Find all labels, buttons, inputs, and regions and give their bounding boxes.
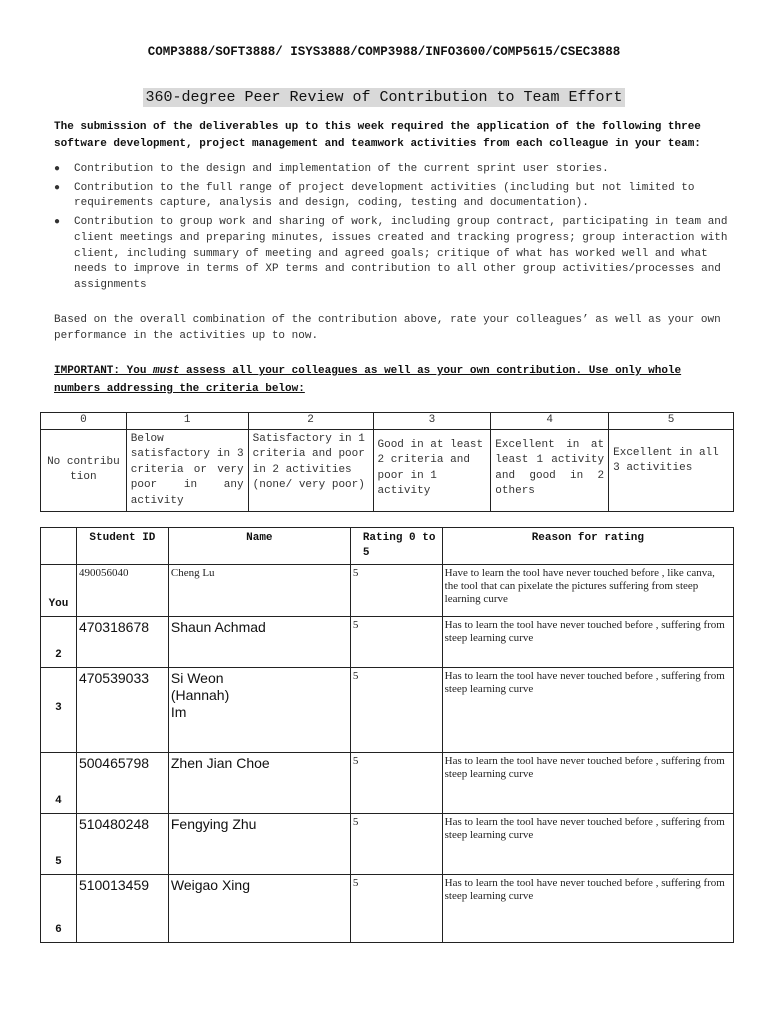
rating-field[interactable]: 5 xyxy=(350,875,442,943)
criteria-item: ● Contribution to group work and sharing of work, including group contract, participating in team and client meetings and preparing minutes, issues created and tracking progress; group interaction with client, including summary of meeting and agreed goals; critique of what has worked well and what needs to improve in terms of XP terms and contribution to all other group activities/processes and assignments xyxy=(54,216,728,291)
row-number: 4 xyxy=(41,753,77,814)
header-student-id: Student ID xyxy=(76,528,168,565)
rating-scale-table xyxy=(40,412,734,512)
title-wrap xyxy=(0,88,768,107)
student-id-field[interactable]: 510013459 xyxy=(76,875,168,943)
header-name: Name xyxy=(168,528,350,565)
scale-description: No contribution xyxy=(41,429,127,512)
peer-review-table xyxy=(40,527,734,943)
rating-field[interactable]: 5 xyxy=(350,565,442,617)
important-notice: IMPORTANT: You must assess all your colleagues as well as your own contribution. Use only whole numbers addressing the criteria below: xyxy=(54,365,682,395)
student-id-field[interactable]: 470318678 xyxy=(76,617,168,668)
student-id-field[interactable]: 470539033 xyxy=(76,668,168,753)
name-field[interactable]: Si Weon (Hannah) Im xyxy=(168,668,350,753)
scale-number: 1 xyxy=(126,413,248,430)
emphasis-must: must xyxy=(153,365,180,377)
table-row xyxy=(41,668,734,753)
student-id-field[interactable]: 510480248 xyxy=(76,814,168,875)
instructions-paragraph: Based on the overall combination of the contribution above, rate your colleagues’ as well as your own performance in the activities up to now. xyxy=(54,314,721,342)
reason-field[interactable]: Has to learn the tool have never touched before , suffering from steep learning curve xyxy=(442,617,733,668)
reason-field[interactable]: Has to learn the tool have never touched before , suffering from steep learning curve xyxy=(442,814,733,875)
bullet-icon: ● xyxy=(54,164,61,175)
page-title: 360-degree Peer Review of Contribution to Team Effort xyxy=(145,89,623,106)
table-row xyxy=(41,814,734,875)
row-number: You xyxy=(41,565,77,617)
rating-field[interactable]: 5 xyxy=(350,814,442,875)
student-id-field[interactable]: 490056040 xyxy=(76,565,168,617)
name-field[interactable]: Cheng Lu xyxy=(168,565,350,617)
rating-field[interactable]: 5 xyxy=(350,617,442,668)
criteria-item: ● Contribution to the design and implementation of the current sprint user stories. xyxy=(54,162,734,178)
name-field[interactable]: Fengying Zhu xyxy=(168,814,350,875)
table-row xyxy=(41,753,734,814)
scale-description: Excellent in at least 1 activity and good in 2 others xyxy=(491,429,609,512)
name-field[interactable]: Shaun Achmad xyxy=(168,617,350,668)
header-number xyxy=(41,528,77,565)
scale-description: Excellent in all 3 activities xyxy=(609,429,734,512)
name-field[interactable]: Weigao Xing xyxy=(168,875,350,943)
criteria-item: ● Contribution to the full range of project development activities (including but not limited to requirements capture, analysis and design, coding, testing and documentation). xyxy=(54,181,695,210)
scale-description: Below satisfactory in 3 criteria or very poor in any activity xyxy=(126,429,248,512)
scale-number: 0 xyxy=(41,413,127,430)
reason-field[interactable]: Has to learn the tool have never touched before , suffering from steep learning curve xyxy=(442,753,733,814)
scale-number: 3 xyxy=(373,413,491,430)
scale-number: 4 xyxy=(491,413,609,430)
criteria-list xyxy=(54,162,734,297)
table-row xyxy=(41,875,734,943)
scale-number: 2 xyxy=(248,413,373,430)
reason-field[interactable]: Has to learn the tool have never touched before , suffering from steep learning curve xyxy=(442,875,733,943)
bullet-icon: ● xyxy=(54,182,61,194)
bullet-icon: ● xyxy=(54,217,61,229)
row-number: 6 xyxy=(41,875,77,943)
rating-field[interactable]: 5 xyxy=(350,753,442,814)
student-id-field[interactable]: 500465798 xyxy=(76,753,168,814)
scale-descriptions-row xyxy=(41,429,734,512)
table-row xyxy=(41,617,734,668)
scale-number: 5 xyxy=(609,413,734,430)
header-reason: Reason for rating xyxy=(442,528,733,565)
name-field[interactable]: Zhen Jian Choe xyxy=(168,753,350,814)
intro-paragraph: The submission of the deliverables up to this week required the application of the following three software development, project management and teamwork activities from each colleague in your team: xyxy=(54,121,701,150)
row-number: 5 xyxy=(41,814,77,875)
review-header-row xyxy=(41,528,734,565)
row-number: 2 xyxy=(41,617,77,668)
scale-description: Satisfactory in 1 criteria and poor in 2 activities (none/ very poor) xyxy=(248,429,373,512)
row-number: 3 xyxy=(41,668,77,753)
scale-numbers-row xyxy=(41,413,734,430)
reason-field[interactable]: Has to learn the tool have never touched before , suffering from steep learning curve xyxy=(442,668,733,753)
rating-field[interactable]: 5 xyxy=(350,668,442,753)
scale-description: Good in at least 2 criteria and poor in 1 activity xyxy=(373,429,491,512)
course-codes: COMP3888/SOFT3888/ ISYS3888/COMP3988/INFO3600/COMP5615/CSEC3888 xyxy=(147,45,621,59)
reason-field[interactable]: Have to learn the tool have never touched before , like canva, the tool that can pixelate the pictures suffering from steep learning curve xyxy=(442,565,733,617)
header-rating: Rating 0 to 5 xyxy=(350,528,442,565)
table-row xyxy=(41,565,734,617)
